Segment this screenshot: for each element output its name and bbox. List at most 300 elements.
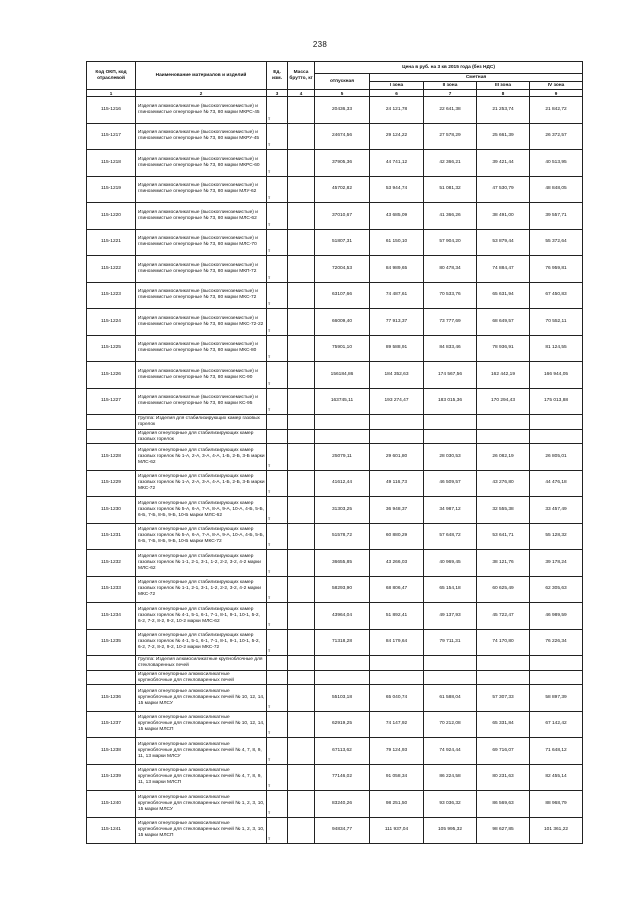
cell-zone1: 49 116,73 [370, 470, 424, 497]
cell-zone2: 79 711,31 [424, 629, 477, 656]
table-row [87, 203, 583, 230]
cell-code: 115-1231 [87, 523, 136, 550]
cell-zone3: 47 530,79 [477, 176, 530, 203]
cell-release-price: 72004,53 [315, 256, 370, 283]
cell-name: Изделия алюмосиликатные (высокоглиноземистые) и глиноземистые огнеупорные № 73, 80 марки МЛС-62 [136, 203, 267, 230]
cell-name: Изделия алюмосиликатные (высокоглиноземистые) и глиноземистые огнеупорные № 73, 80 марки МКРУ-45 [136, 123, 267, 150]
cell-zone3: 68 649,57 [477, 309, 530, 336]
cell-code: 115-1239 [87, 764, 136, 791]
cell-zone4: 70 552,11 [530, 309, 583, 336]
cell-zone3: 98 627,85 [477, 817, 530, 844]
cell-name: Изделия алюмосиликатные (высокоглиноземистые) и глиноземистые огнеупорные № 73, 80 марки МЛУ-62 [136, 176, 267, 203]
cell-zone3: 74 170,80 [477, 629, 530, 656]
cell-code: 115-1218 [87, 150, 136, 177]
cell-zone2: 105 995,32 [424, 817, 477, 844]
cell-zone1: 68 806,47 [370, 576, 424, 603]
cell-name: Изделия алюмосиликатные (высокоглиноземистые) и глиноземистые огнеупорные № 73, 80 марки МКС-72 [136, 282, 267, 309]
cell-code: 115-1219 [87, 176, 136, 203]
cell-zone3: 65 631,94 [477, 282, 530, 309]
cell-unit: т [267, 176, 288, 203]
cell-mass [288, 791, 315, 818]
cell-empty [370, 671, 424, 685]
cell-code: 115-1223 [87, 282, 136, 309]
table-row [87, 711, 583, 738]
cell-release-price: 156184,86 [315, 362, 370, 389]
cell-code: 115-1241 [87, 817, 136, 844]
cell-zone3: 53 879,44 [477, 229, 530, 256]
table-row [87, 497, 583, 524]
cell-zone2: 70 212,08 [424, 711, 477, 738]
group-title: Группа: Изделия алюмосиликатные крупноблочные для стекловаренных печей [136, 656, 267, 671]
cell-empty [267, 430, 288, 444]
cell-zone1: 91 058,34 [370, 764, 424, 791]
cell-zone1: 61 150,10 [370, 229, 424, 256]
cell-zone3: 43 276,80 [477, 470, 530, 497]
cell-zone4: 55 372,64 [530, 229, 583, 256]
cell-zone1: 29 124,22 [370, 123, 424, 150]
col-number: 3 [267, 90, 288, 97]
cell-empty [315, 415, 370, 430]
table-row [87, 335, 583, 362]
cell-code: 115-1240 [87, 791, 136, 818]
cell-zone1: 65 040,74 [370, 685, 424, 712]
cell-zone2: 183 015,36 [424, 388, 477, 415]
cell-zone1: 193 274,47 [370, 388, 424, 415]
cell-release-price: 20436,33 [315, 97, 370, 124]
cell-zone4: 101 361,22 [530, 817, 583, 844]
cell-zone3: 60 625,49 [477, 576, 530, 603]
cell-empty [424, 656, 477, 671]
cell-zone1: 74 487,61 [370, 282, 424, 309]
cell-zone3: 162 442,19 [477, 362, 530, 389]
cell-zone3: 78 936,91 [477, 335, 530, 362]
header-zone2: II зона [424, 82, 477, 90]
group-row [87, 415, 583, 430]
cell-mass [288, 388, 315, 415]
cell-zone1: 184 352,63 [370, 362, 424, 389]
cell-release-price: 45702,82 [315, 176, 370, 203]
cell-unit: т [267, 229, 288, 256]
cell-mass [288, 523, 315, 550]
table-row [87, 388, 583, 415]
cell-unit: т [267, 203, 288, 230]
cell-zone4: 67 142,42 [530, 711, 583, 738]
col-number: 4 [288, 90, 315, 97]
table-row [87, 685, 583, 712]
cell-code: 115-1228 [87, 444, 136, 471]
cell-zone3: 74 884,47 [477, 256, 530, 283]
cell-empty [530, 671, 583, 685]
cell-unit: т [267, 550, 288, 577]
cell-zone4: 166 944,05 [530, 362, 583, 389]
cell-name: Изделия огнеупорные для стабилизирующих камер газовых горелок № 1-1, 2-1, 3-1, 1-2, 2-2, 3-2, 4-2 марки МЛС-62 [136, 550, 267, 577]
cell-zone1: 51 892,41 [370, 603, 424, 630]
cell-mass [288, 685, 315, 712]
col-number: 8 [477, 90, 530, 97]
cell-zone1: 53 944,74 [370, 176, 424, 203]
col-number: 2 [136, 90, 267, 97]
cell-name: Изделия огнеупорные алюмосиликатные крупноблочные для стекловаренных печей № 1, 2, 3, 10, 15 марки МЛСУ [136, 791, 267, 818]
cell-zone1: 111 937,04 [370, 817, 424, 844]
cell-release-price: 37010,67 [315, 203, 370, 230]
table-row [87, 523, 583, 550]
cell-zone3: 80 231,63 [477, 764, 530, 791]
subgroup-row [87, 671, 583, 685]
column-number-row [87, 90, 583, 97]
cell-unit: т [267, 738, 288, 765]
cell-release-price: 37905,36 [315, 150, 370, 177]
cell-unit: т [267, 603, 288, 630]
cell-unit: т [267, 282, 288, 309]
cell-name: Изделия огнеупорные алюмосиликатные крупноблочные для стекловаренных печей № 10, 12, 14, 15 марки МЛСУ [136, 685, 267, 712]
cell-mass [288, 470, 315, 497]
cell-release-price: 71318,28 [315, 629, 370, 656]
cell-zone2: 74 924,44 [424, 738, 477, 765]
cell-empty [530, 656, 583, 671]
cell-unit: т [267, 685, 288, 712]
cell-name: Изделия огнеупорные для стабилизирующих камер газовых горелок № 4-1, 5-1, 6-1, 7-1, 8-1, 9-1, 10-1, 5-2, 6-2, 7-2, 8-2, 9-2, 10-2 марки МЛС-62 [136, 603, 267, 630]
cell-zone4: 40 513,95 [530, 150, 583, 177]
cell-zone3: 21 253,74 [477, 97, 530, 124]
header-delivery: Сметная [370, 74, 583, 82]
cell-zone3: 25 661,39 [477, 123, 530, 150]
cell-release-price: 94834,77 [315, 817, 370, 844]
cell-mass [288, 550, 315, 577]
cell-zone3: 69 716,07 [477, 738, 530, 765]
cell-unit: т [267, 523, 288, 550]
cell-code: 115-1235 [87, 629, 136, 656]
table-row [87, 603, 583, 630]
cell-zone4: 21 842,72 [530, 97, 583, 124]
cell-code: 115-1238 [87, 738, 136, 765]
cell-mass [288, 738, 315, 765]
table-row [87, 444, 583, 471]
header-zone4: IV зона [530, 82, 583, 90]
cell-code: 115-1222 [87, 256, 136, 283]
cell-zone2: 42 366,21 [424, 150, 477, 177]
cell-name: Изделия алюмосиликатные (высокоглиноземистые) и глиноземистые огнеупорные № 73, 80 марки МЛС-70 [136, 229, 267, 256]
cell-zone2: 57 904,20 [424, 229, 477, 256]
cell-code: 115-1216 [87, 97, 136, 124]
cell-zone1: 98 251,50 [370, 791, 424, 818]
table-row [87, 629, 583, 656]
cell-unit: т [267, 362, 288, 389]
table-row [87, 550, 583, 577]
cell-zone2: 65 154,18 [424, 576, 477, 603]
cell-zone2: 22 641,38 [424, 97, 477, 124]
table-row [87, 123, 583, 150]
header-price-title: Цена в руб. на 3 кв 2015 года (без НДС) [315, 62, 583, 74]
header-code: Код ОКП, код отраслевой [87, 62, 136, 90]
cell-empty [288, 671, 315, 685]
header-release: отпускная [315, 74, 370, 90]
cell-zone1: 84 989,65 [370, 256, 424, 283]
cell-release-price: 36655,85 [315, 550, 370, 577]
cell-zone2: 34 987,12 [424, 497, 477, 524]
cell-zone2: 57 648,72 [424, 523, 477, 550]
cell-zone4: 55 128,32 [530, 523, 583, 550]
cell-zone1: 43 685,09 [370, 203, 424, 230]
cell-zone3: 32 555,38 [477, 497, 530, 524]
cell-empty [370, 656, 424, 671]
cell-zone4: 58 897,39 [530, 685, 583, 712]
table-row [87, 362, 583, 389]
cell-name: Изделия огнеупорные алюмосиликатные крупноблочные для стекловаренных печей № 4, 7, 8, 9, 11, 13 марки МЛСП [136, 764, 267, 791]
cell-release-price: 62919,25 [315, 711, 370, 738]
cell-zone2: 27 578,29 [424, 123, 477, 150]
cell-code: 115-1224 [87, 309, 136, 336]
cell-name: Изделия алюмосиликатные (высокоглиноземистые) и глиноземистые огнеупорные № 73, 80 марки МКС-72-22 [136, 309, 267, 336]
table-row [87, 470, 583, 497]
cell-unit: т [267, 256, 288, 283]
cell-code: 115-1232 [87, 550, 136, 577]
cell-mass [288, 335, 315, 362]
cell-code [87, 671, 136, 685]
cell-zone2: 40 969,45 [424, 550, 477, 577]
cell-empty [477, 430, 530, 444]
cell-zone1: 84 179,64 [370, 629, 424, 656]
cell-name: Изделия алюмосиликатные (высокоглиноземистые) и глиноземистые огнеупорные № 73, 80 марки МКП-72 [136, 256, 267, 283]
cell-code [87, 415, 136, 430]
cell-code [87, 430, 136, 444]
cell-mass [288, 629, 315, 656]
cell-mass [288, 817, 315, 844]
cell-unit: т [267, 576, 288, 603]
table-row [87, 817, 583, 844]
cell-mass [288, 97, 315, 124]
cell-mass [288, 282, 315, 309]
cell-unit: т [267, 335, 288, 362]
cell-mass [288, 711, 315, 738]
cell-empty [424, 671, 477, 685]
cell-code: 115-1230 [87, 497, 136, 524]
cell-empty [530, 415, 583, 430]
cell-mass [288, 176, 315, 203]
cell-zone2: 174 567,56 [424, 362, 477, 389]
cell-code: 115-1217 [87, 123, 136, 150]
cell-zone3: 39 421,44 [477, 150, 530, 177]
cell-release-price: 67113,62 [315, 738, 370, 765]
cell-zone2: 70 533,76 [424, 282, 477, 309]
cell-name: Изделия алюмосиликатные (высокоглиноземистые) и глиноземистые огнеупорные № 73, 80 марки КС-95 [136, 388, 267, 415]
cell-empty [477, 656, 530, 671]
cell-name: Изделия огнеупорные для стабилизирующих камер газовых горелок № 1-А, 2-А, 3-А, 4-А, 1-Б, 2-Б, 3-Б марки МКС-72 [136, 470, 267, 497]
table-row [87, 282, 583, 309]
cell-name: Изделия огнеупорные алюмосиликатные крупноблочные для стекловаренных печей № 1, 2, 3, 10, 15 марки МЛСП [136, 817, 267, 844]
cell-mass [288, 603, 315, 630]
cell-unit: т [267, 791, 288, 818]
cell-code: 115-1227 [87, 388, 136, 415]
cell-zone4: 71 648,12 [530, 738, 583, 765]
table-row [87, 791, 583, 818]
col-number: 9 [530, 90, 583, 97]
header-zone1: I зона [370, 82, 424, 90]
cell-zone1: 29 601,80 [370, 444, 424, 471]
cell-zone3: 38 491,00 [477, 203, 530, 230]
cell-zone3: 45 722,47 [477, 603, 530, 630]
cell-zone4: 48 848,05 [530, 176, 583, 203]
cell-zone4: 26 372,57 [530, 123, 583, 150]
cell-zone2: 80 478,34 [424, 256, 477, 283]
cell-zone3: 38 121,76 [477, 550, 530, 577]
cell-release-price: 31303,25 [315, 497, 370, 524]
table-row [87, 176, 583, 203]
cell-name: Изделия огнеупорные для стабилизирующих камер газовых горелок № 1-1, 2-1, 3-1, 1-2, 2-2, 3-2, 4-2 марки МКС-72 [136, 576, 267, 603]
cell-mass [288, 576, 315, 603]
cell-zone4: 82 455,14 [530, 764, 583, 791]
cell-name: Изделия огнеупорные алюмосиликатные крупноблочные для стекловаренных печей № 10, 12, 14, 15 марки МЛСП [136, 711, 267, 738]
price-rows [87, 97, 583, 844]
cell-code: 115-1229 [87, 470, 136, 497]
cell-empty [370, 415, 424, 430]
cell-zone4: 26 805,01 [530, 444, 583, 471]
cell-zone1: 44 741,12 [370, 150, 424, 177]
cell-name: Изделия алюмосиликатные (высокоглиноземистые) и глиноземистые огнеупорные № 73, 80 марки МКРС-60 [136, 150, 267, 177]
group-row [87, 656, 583, 671]
cell-unit: т [267, 388, 288, 415]
table-row [87, 229, 583, 256]
cell-code: 115-1226 [87, 362, 136, 389]
cell-name: Изделия огнеупорные для стабилизирующих камер газовых горелок № 5-А, 6-А, 7-А, 8-А, 9-А, 10-А, 4-Б, 5-Б, 6-Б, 7-Б, 8-Б, 9-Б, 10-Б марки МЛС-62 [136, 497, 267, 524]
cell-unit: т [267, 97, 288, 124]
cell-empty [288, 415, 315, 430]
cell-zone3: 26 082,19 [477, 444, 530, 471]
cell-zone1: 77 913,37 [370, 309, 424, 336]
cell-zone4: 62 305,63 [530, 576, 583, 603]
cell-zone4: 44 476,18 [530, 470, 583, 497]
cell-zone2: 73 777,69 [424, 309, 477, 336]
cell-mass [288, 309, 315, 336]
cell-code: 115-1234 [87, 603, 136, 630]
cell-zone3: 86 569,63 [477, 791, 530, 818]
cell-zone2: 86 224,58 [424, 764, 477, 791]
header-zone3: III зона [477, 82, 530, 90]
header-unit: Ед. изм. [267, 62, 288, 90]
cell-zone1: 89 588,91 [370, 335, 424, 362]
page-number: 238 [312, 40, 328, 49]
cell-empty [530, 430, 583, 444]
cell-zone4: 88 968,79 [530, 791, 583, 818]
cell-mass [288, 362, 315, 389]
cell-release-price: 43964,04 [315, 603, 370, 630]
cell-zone4: 76 226,34 [530, 629, 583, 656]
cell-name: Изделия огнеупорные для стабилизирующих камер газовых горелок № 4-1, 5-1, 6-1, 7-1, 8-1, 9-1, 10-1, 5-2, 6-2, 7-2, 8-2, 9-2, 10-2 марки МКС-72 [136, 629, 267, 656]
cell-release-price: 77146,02 [315, 764, 370, 791]
cell-zone4: 33 457,49 [530, 497, 583, 524]
cell-zone1: 24 121,78 [370, 97, 424, 124]
cell-unit: т [267, 497, 288, 524]
cell-zone1: 43 266,03 [370, 550, 424, 577]
cell-mass [288, 256, 315, 283]
cell-release-price: 41612,44 [315, 470, 370, 497]
table-row [87, 256, 583, 283]
subgroup-row [87, 430, 583, 444]
cell-empty [288, 656, 315, 671]
cell-empty [370, 430, 424, 444]
cell-unit: т [267, 309, 288, 336]
cell-unit: т [267, 711, 288, 738]
group-title: Группа: Изделия для стабилизирующих камер газовых горелок [136, 415, 267, 430]
cell-empty [267, 415, 288, 430]
cell-zone2: 61 588,04 [424, 685, 477, 712]
cell-code: 115-1225 [87, 335, 136, 362]
cell-zone2: 93 036,32 [424, 791, 477, 818]
cell-release-price: 58293,90 [315, 576, 370, 603]
cell-zone2: 51 081,32 [424, 176, 477, 203]
col-number: 6 [370, 90, 424, 97]
cell-empty [477, 415, 530, 430]
cell-code [87, 656, 136, 671]
subgroup-title: Изделия огнеупорные алюмосиликатные крупноблочные для стекловаренных печей [136, 671, 267, 685]
cell-zone4: 39 178,24 [530, 550, 583, 577]
col-number: 7 [424, 90, 477, 97]
table-row [87, 576, 583, 603]
cell-zone1: 79 124,93 [370, 738, 424, 765]
cell-empty [267, 656, 288, 671]
cell-empty [424, 415, 477, 430]
cell-code: 115-1233 [87, 576, 136, 603]
cell-empty [477, 671, 530, 685]
cell-zone2: 49 137,93 [424, 603, 477, 630]
cell-zone3: 170 294,43 [477, 388, 530, 415]
cell-name: Изделия алюмосиликатные (высокоглиноземистые) и глиноземистые огнеупорные № 73, 80 марки МКРС-45 [136, 97, 267, 124]
cell-zone2: 46 509,57 [424, 470, 477, 497]
cell-code: 115-1237 [87, 711, 136, 738]
cell-name: Изделия огнеупорные для стабилизирующих камер газовых горелок № 5-А, 6-А, 7-А, 8-А, 9-А, 10-А, 4-Б, 5-Б, 6-Б, 7-Б, 8-Б, 9-Б, 10-Б марки МКС-72 [136, 523, 267, 550]
cell-zone2: 84 833,46 [424, 335, 477, 362]
cell-unit: т [267, 470, 288, 497]
table-row [87, 309, 583, 336]
cell-mass [288, 203, 315, 230]
cell-name: Изделия алюмосиликатные (высокоглиноземистые) и глиноземистые огнеупорные № 73, 80 марки КС-90 [136, 362, 267, 389]
table-row [87, 97, 583, 124]
cell-empty [315, 671, 370, 685]
cell-zone1: 36 948,37 [370, 497, 424, 524]
cell-code: 115-1221 [87, 229, 136, 256]
subgroup-title: Изделия огнеупорные для стабилизирующих камер газовых горелок [136, 430, 267, 444]
table-row [87, 764, 583, 791]
cell-empty [424, 430, 477, 444]
cell-mass [288, 229, 315, 256]
cell-mass [288, 764, 315, 791]
cell-unit: т [267, 629, 288, 656]
cell-name: Изделия огнеупорные алюмосиликатные крупноблочные для стекловаренных печей № 4, 7, 8, 9, 11, 13 марки МЛСУ [136, 738, 267, 765]
cell-release-price: 66009,40 [315, 309, 370, 336]
cell-mass [288, 123, 315, 150]
cell-release-price: 75901,10 [315, 335, 370, 362]
price-table [86, 61, 583, 844]
cell-code: 115-1220 [87, 203, 136, 230]
cell-release-price: 63107,66 [315, 282, 370, 309]
cell-name: Изделия огнеупорные для стабилизирующих камер газовых горелок № 1-А, 2-А, 3-А, 4-А, 1-Б, 2-Б, 3-Б марки МЛС-62 [136, 444, 267, 471]
cell-code: 115-1236 [87, 685, 136, 712]
cell-zone3: 65 331,84 [477, 711, 530, 738]
cell-release-price: 51578,72 [315, 523, 370, 550]
table-row [87, 150, 583, 177]
cell-zone3: 53 641,71 [477, 523, 530, 550]
cell-empty [315, 656, 370, 671]
header-mass: Масса брутто, кг [288, 62, 315, 90]
cell-release-price: 25079,11 [315, 444, 370, 471]
cell-release-price: 55103,18 [315, 685, 370, 712]
cell-zone4: 76 959,81 [530, 256, 583, 283]
cell-mass [288, 497, 315, 524]
cell-zone4: 175 013,88 [530, 388, 583, 415]
cell-empty [315, 430, 370, 444]
cell-release-price: 51807,31 [315, 229, 370, 256]
cell-unit: т [267, 123, 288, 150]
cell-zone2: 41 366,26 [424, 203, 477, 230]
